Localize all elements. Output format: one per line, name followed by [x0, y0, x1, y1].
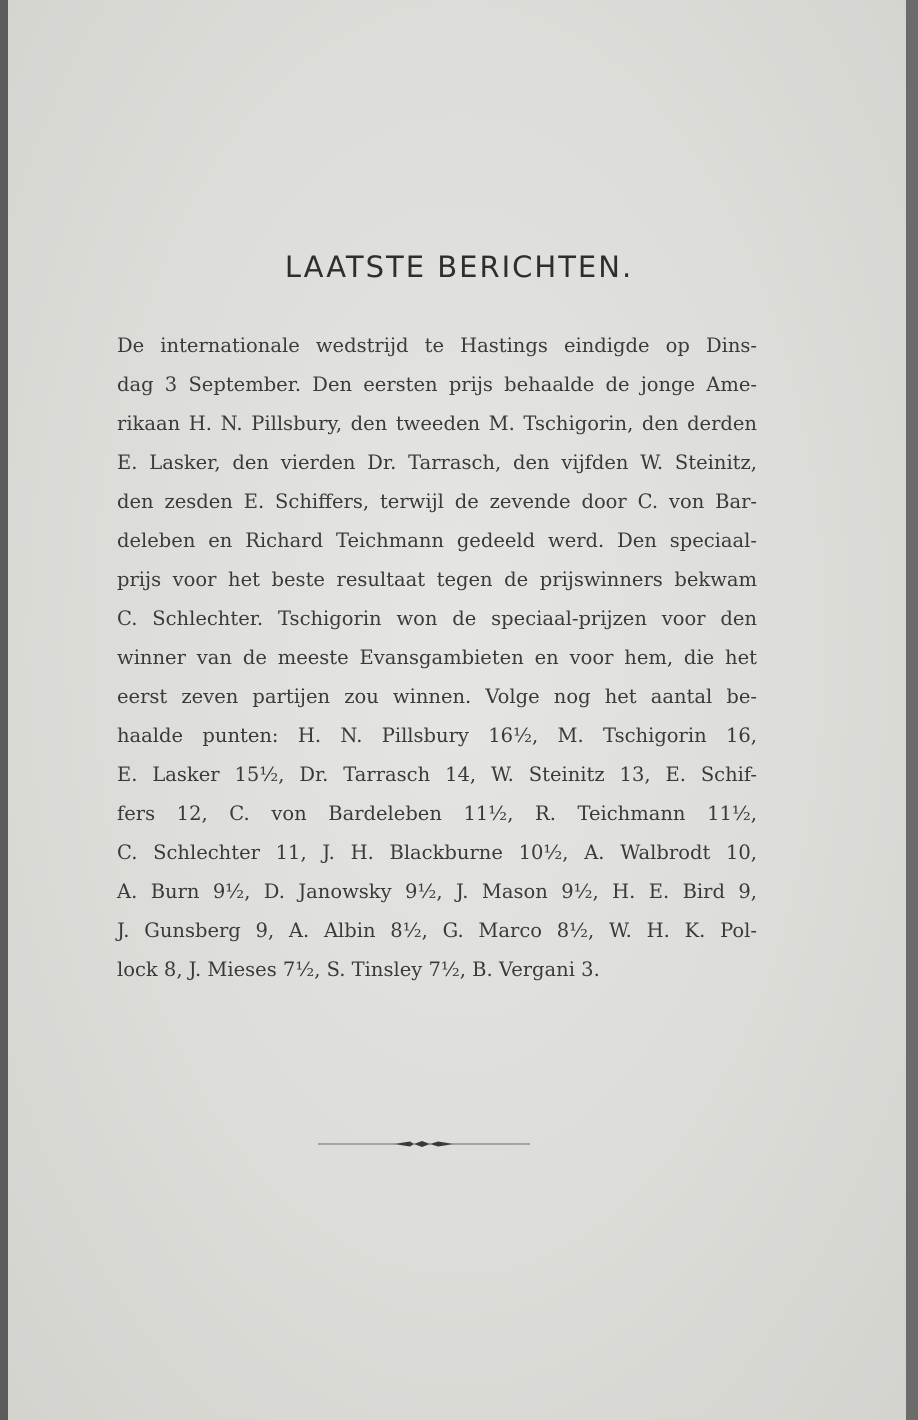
paragraph-line: winner van de meeste Evansgambieten en voor hem, die het: [117, 646, 757, 669]
paragraph-line: fers 12, C. von Bardeleben 11½, R. Teichmann 11½,: [117, 802, 757, 825]
paragraph-line: prijs voor het beste resultaat tegen de prijswinners bekwam: [117, 568, 757, 591]
paragraph-line: De internationale wedstrijd te Hastings eindigde op Dins-: [117, 334, 757, 357]
paragraph-line: dag 3 September. Den eersten prijs behaalde de jonge Ame-: [117, 373, 757, 396]
paragraph-line: rikaan H. N. Pillsbury, den tweeden M. Tschigorin, den derden: [117, 412, 757, 435]
paragraph-line: eerst zeven partijen zou winnen. Volge nog het aantal be-: [117, 685, 757, 708]
end-ornament-icon: [318, 1136, 530, 1152]
paragraph-line: C. Schlechter. Tschigorin won de speciaal-prijzen voor den: [117, 607, 757, 630]
paragraph-line: lock 8, J. Mieses 7½, S. Tinsley 7½, B. Vergani 3.: [117, 958, 600, 981]
news-paragraph: [117, 326, 757, 989]
paragraph-line: haalde punten: H. N. Pillsbury 16½, M. Tschigorin 16,: [117, 724, 757, 747]
paragraph-line: deleben en Richard Teichmann gedeeld werd. Den speciaal-: [117, 529, 757, 552]
paragraph-line: den zesden E. Schiffers, terwijl de zevende door C. von Bar-: [117, 490, 757, 513]
paragraph-line: C. Schlechter 11, J. H. Blackburne 10½, A. Walbrodt 10,: [117, 841, 757, 864]
page-title: LAATSTE BERICHTEN.: [284, 250, 634, 284]
paragraph-line: A. Burn 9½, D. Janowsky 9½, J. Mason 9½, H. E. Bird 9,: [117, 880, 757, 903]
paragraph-line: J. Gunsberg 9, A. Albin 8½, G. Marco 8½, W. H. K. Pol-: [117, 919, 757, 942]
paragraph-line: E. Lasker, den vierden Dr. Tarrasch, den vijfden W. Steinitz,: [117, 451, 757, 474]
page-edge-shadow: [906, 0, 918, 1420]
paragraph-line: E. Lasker 15½, Dr. Tarrasch 14, W. Steinitz 13, E. Schif-: [117, 763, 757, 786]
